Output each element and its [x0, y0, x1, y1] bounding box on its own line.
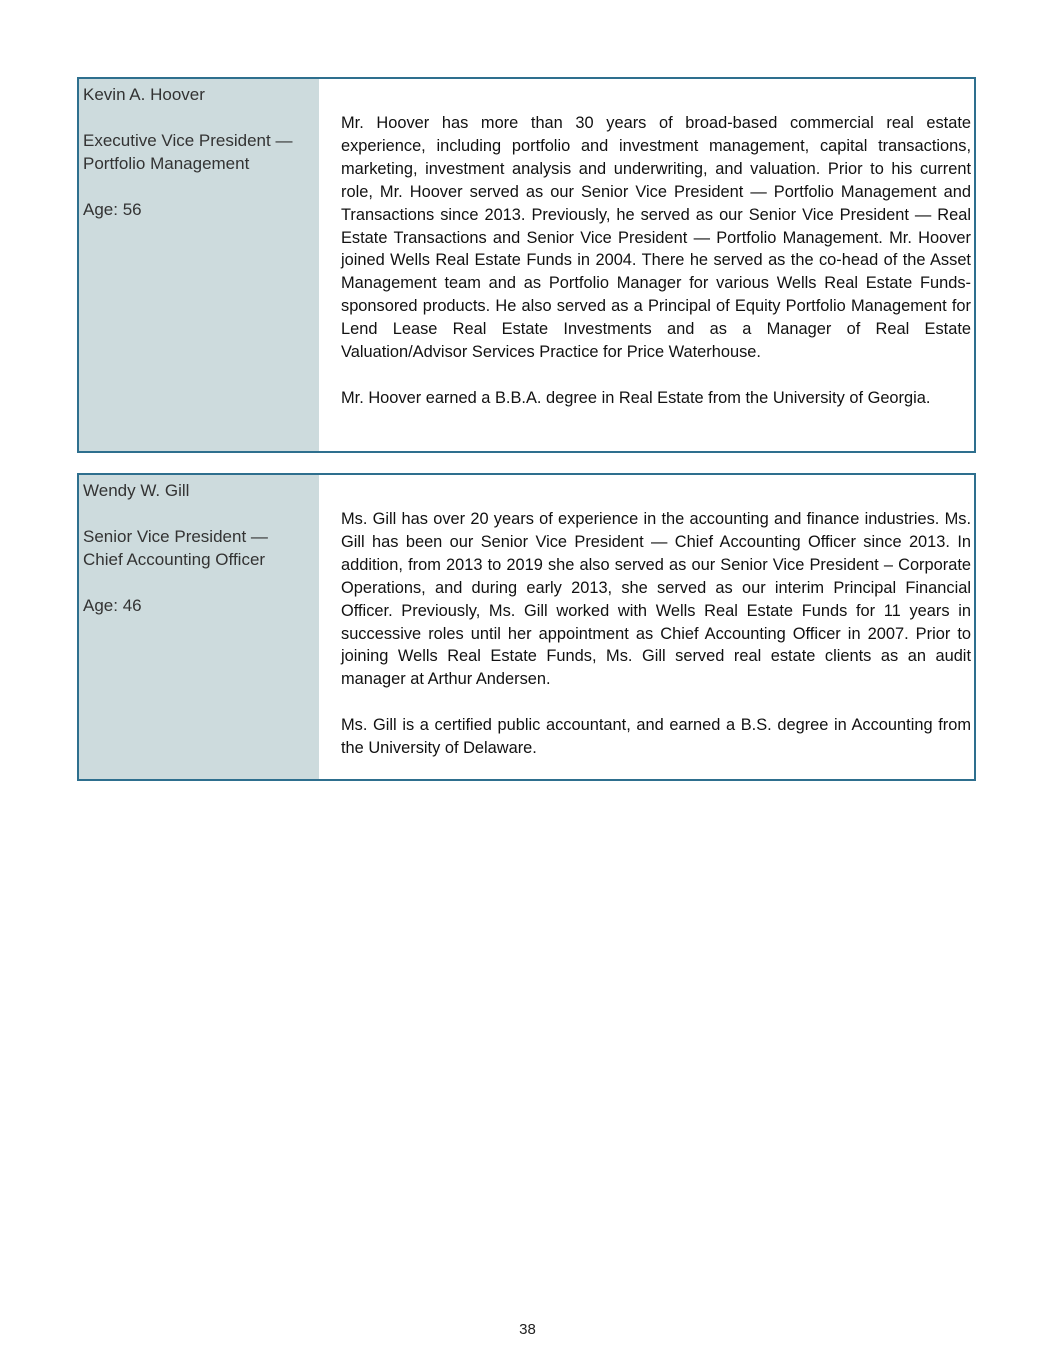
executive-age: Age: 56	[83, 200, 142, 219]
executive-name: Kevin A. Hoover	[83, 85, 205, 104]
executive-name: Wendy W. Gill	[83, 481, 190, 500]
education-paragraph: Mr. Hoover earned a B.B.A. degree in Real Estate from the University of Georgia.	[341, 388, 931, 407]
executive-biography	[319, 79, 974, 451]
page-number: 38	[519, 1321, 536, 1338]
biography-paragraph: Ms. Gill has over 20 years of experience in the accounting and finance industries. Ms. Gill has been our Senior Vice President — Chief Accounting Officer since 2013. In addition, from 2013 to 2019 she also served as our Senior Vice President – Corporate Operations, and during early 2013, she served as our interim Principal Financial Officer. Previously, Ms. Gill worked with Wells Real Estate Funds for 11 years in successive roles until her appointment as Chief Accounting Officer in 2007. Prior to joining Wells Real Estate Funds, Ms. Gill served real estate clients as an audit manager at Arthur Andersen.	[341, 510, 971, 689]
executive-bio-card	[77, 77, 976, 453]
biography-paragraph: Mr. Hoover has more than 30 years of broad-based commercial real estate experience, including portfolio and investment management, capital transactions, marketing, investment analysis and underwriting, and valuation. Prior to his current role, Mr. Hoover served as our Senior Vice President — Portfolio Management and Transactions since 2013. Previously, he served as our Senior Vice President — Real Estate Transactions and Senior Vice President — Portfolio Management. Mr. Hoover joined Wells Real Estate Funds in 2004. There he served as the co-head of the Asset Management team and as Portfolio Manager for various Wells Real Estate Funds-sponsored products. He also served as a Principal of Equity Portfolio Management for Lend Lease Real Estate Investments and as a Manager of Real Estate Valuation/Advisor Services Practice for Price Waterhouse.	[341, 114, 971, 362]
education-paragraph: Ms. Gill is a certified public accountant, and earned a B.S. degree in Accounting from the University of Delaware.	[341, 716, 971, 758]
executive-sidebar	[79, 475, 319, 779]
executive-title: Executive Vice President — Portfolio Management	[83, 131, 293, 173]
executive-biography	[319, 475, 974, 779]
executive-bio-card	[77, 473, 976, 781]
executive-title: Senior Vice President — Chief Accounting Officer	[83, 527, 268, 569]
executive-sidebar	[79, 79, 319, 451]
executive-age: Age: 46	[83, 596, 142, 615]
